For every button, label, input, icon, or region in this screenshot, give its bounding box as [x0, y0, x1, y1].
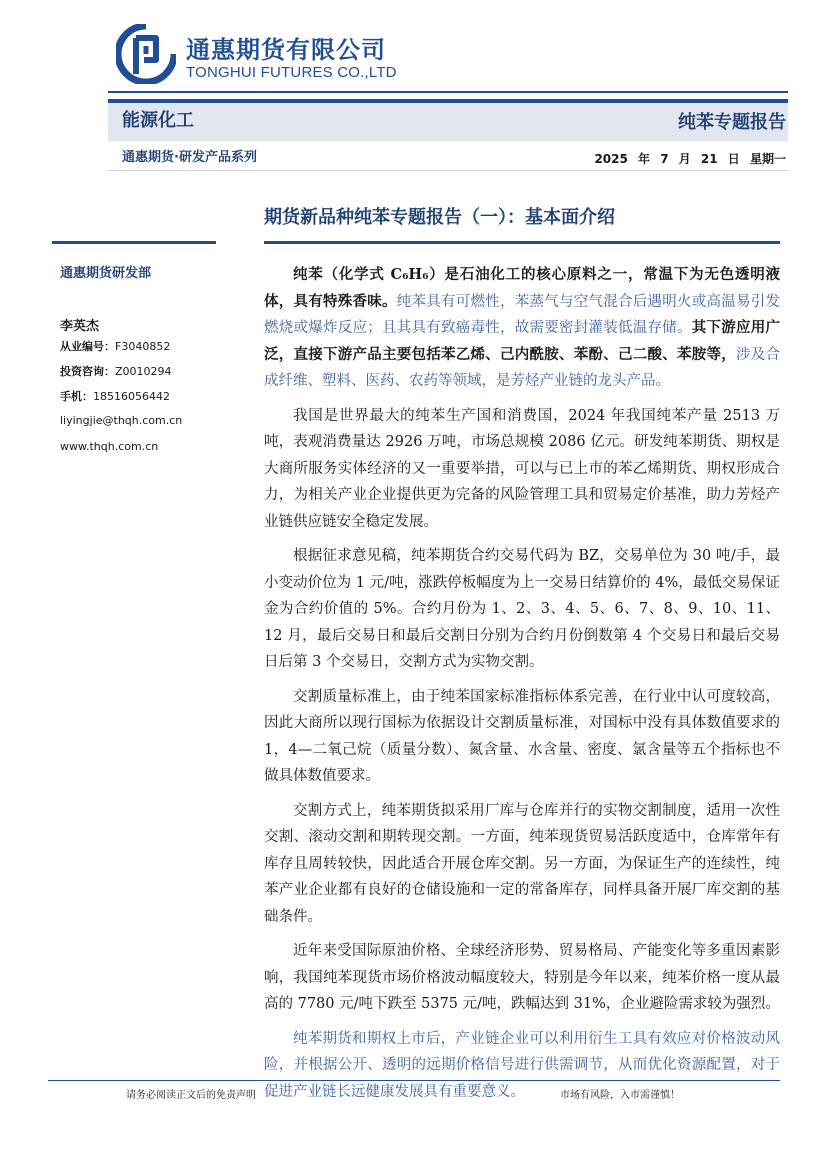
department-name: 通惠期货研发部 — [60, 266, 152, 281]
subheader-divider — [108, 170, 788, 171]
intro-bold-2: 其下游应用广泛，直接下游产品主要包括苯乙烯、己内酰胺、苯酚、己二酸、苯胺等， — [264, 319, 780, 363]
advisory-label: 投资咨询： — [60, 365, 115, 378]
category-label: 能源化工 — [122, 110, 194, 131]
paragraph-contract-spec: 根据征求意见稿，纯苯期货合约交易代码为 BZ，交易单位为 30 吨/手，最小变动价位为 1 元/吨，涨跌停板幅度为上一交易日结算价的 4%，最低交易保证金为合约价值的 5%。合约月份为 1、2、3、4、5、6、7、8、9、10、11、12 月，最后交易日和最后交割日分别为合约月份倒数第 4 个交易日和最后交易日后第 3 个交易日，交割方式为实物交割。 — [264, 548, 780, 670]
tonghui-logo-icon — [116, 24, 176, 84]
title-underline — [264, 241, 780, 244]
paragraph-market-size: 我国是世界最大的纯苯生产国和消费国，2024 年我国纯苯产量 2513 万吨，表观消费量达 2926 万吨，市场总规模 2086 亿元。研发纯苯期货、期权是大商所服务实体经济的又一重要举措，可以与已上市的苯乙烯期货、期权形成合力，为相关产业企业提供更为完备的风险管理工具和贸易定价基准，助力芳烃产业链供应链安全稳定发展。 — [264, 407, 780, 530]
disclaimer-note: 请务必阅读正文后的免责声明 — [126, 1090, 256, 1101]
risk-warning: 市场有风险，入市需谨慎！ — [560, 1090, 680, 1101]
header-divider — [108, 91, 788, 93]
company-name-cn: 通惠期货有限公司 — [186, 36, 386, 64]
phone-value: 18516056442 — [93, 390, 170, 403]
paragraph-intro — [264, 262, 780, 395]
phone-number — [60, 388, 170, 404]
advisory-number — [60, 363, 172, 379]
report-title: 期货新品种纯苯专题报告（一）：基本面介绍 — [264, 207, 615, 228]
intro-bold-1: 纯苯（化学式 C₆H₆）是石油化工的核心原料之一，常温下为无色透明液体，具有特殊香味。 — [264, 266, 780, 310]
paragraph-quality-standard: 交割质量标准上，由于纯苯国家标准指标体系完善，在行业中认可度较高，因此大商所以现行国标为依据设计交割质量标准，对国标中没有具体数值要求的 1，4—二氧己烷（质量分数）、氮含量、水含量、密度、氯含量等五个指标也不做具体数值要求。 — [264, 688, 780, 784]
practice-value: F3040852 — [115, 340, 171, 353]
product-series: 通惠期货·研发产品系列 — [122, 150, 257, 165]
practice-number — [60, 338, 170, 354]
report-date — [594, 150, 786, 167]
paragraph-delivery-method: 交割方式上，纯苯期货拟采用厂库与仓库并行的实物交割制度，适用一次性交割、滚动交割和期转现交割。一方面，纯苯现货贸易活跃度适中，仓库常年有库存且周转较快，因此适合开展仓库交割。另一方面，为保证生产的连续性，纯苯产业企业都有良好的仓储设施和一定的常备库存，同样具备开展厂库交割的基础条件。 — [264, 802, 780, 925]
report-type-label: 纯苯专题报告 — [678, 112, 786, 133]
report-body — [264, 262, 780, 1113]
footer-divider — [48, 1080, 780, 1081]
company-name-en: TONGHUI FUTURES CO.,LTD — [186, 64, 397, 81]
sidebar-top-rule — [52, 241, 216, 244]
paragraph-price-volatility: 近年来受国际原油价格、全球经济形势、贸易格局、产能变化等多重因素影响，我国纯苯现货市场价格波动幅度较大，特别是今年以来，纯苯价格一度从最高的 7780 元/吨下跌至 5375 元/吨，跌幅达到 31%，企业避险需求较为强烈。 — [264, 943, 780, 1012]
date-text: 2025 年 7 月 21 日 — [594, 152, 740, 166]
practice-label: 从业编号： — [60, 340, 115, 353]
email-link[interactable]: liyingjie@thqh.com.cn — [60, 414, 183, 427]
intro-text-2: 涉及合成纤维、塑料、医药、农药等领域，是芳烃产业链的龙头产品。 — [264, 346, 780, 389]
paragraph-conclusion: 纯苯期货和期权上市后，产业链企业可以利用衍生工具有效应对价格波动风险，并根据公开、透明的远期价格信号进行供需调节，从而优化资源配置，对于促进产业链长远健康发展具有重要意义。 — [264, 1030, 780, 1100]
website-link[interactable]: www.thqh.com.cn — [60, 440, 159, 453]
phone-label: 手机： — [60, 390, 93, 403]
intro-text-1: 纯苯具有可燃性，苯蒸气与空气混合后遇明火或高温易引发燃烧或爆炸反应；且其具有致癌毒性，故需要密封灌装低温存储。 — [264, 293, 780, 336]
weekday-text: 星期一 — [749, 152, 786, 166]
advisory-value: Z0010294 — [115, 365, 172, 378]
analyst-name: 李英杰 — [60, 319, 100, 334]
